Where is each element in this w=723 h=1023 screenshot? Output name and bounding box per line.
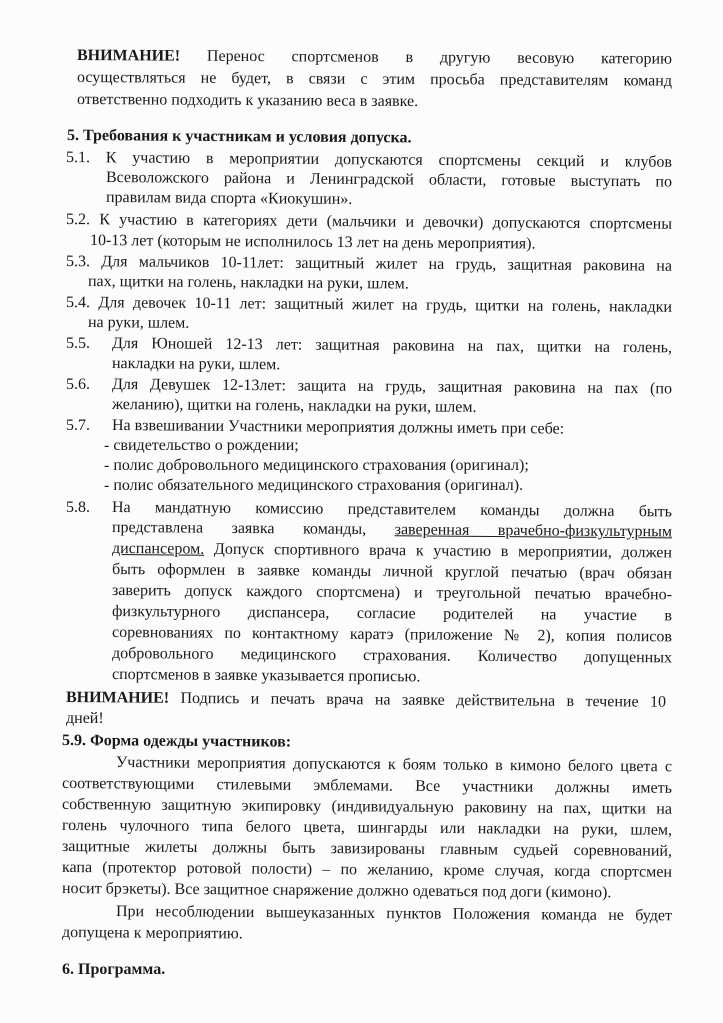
warning-line: дней! xyxy=(66,710,104,727)
paragraph-line: физкультурного диспансера, согласие родителей на участие в xyxy=(111,603,673,625)
paragraph-line: добровольного медицинского страхования. Количество допущенных xyxy=(111,645,673,667)
paragraph-line: 5.2. К участию в категориях дети (мальчики и девочки) допускаются спортсмены xyxy=(65,211,673,233)
warning-line xyxy=(77,46,672,70)
paragraph-line: На взвешивании Участники мероприятия должны иметь при себе: xyxy=(111,417,565,438)
paragraph-line: собственную защитную экипировку (индивидуальную раковину на пах, щитки на xyxy=(61,796,673,818)
bullet-item: - полис добровольного медицинского страхования (оригинал); xyxy=(104,457,529,474)
paragraph-line: накладки на руки, шлем. xyxy=(111,355,281,374)
paragraph-line: голень чулочного типа белого цвета, шингарды или накладки на руки, шлем, xyxy=(61,817,673,839)
warning-label: ВНИМАНИЕ! xyxy=(76,47,181,65)
warning-label: ВНИМАНИЕ! xyxy=(65,689,170,707)
section-heading: 5. Требования к участникам и условия допуска. xyxy=(66,127,412,147)
paragraph-text: представлена заявка команды, xyxy=(111,519,367,538)
warning-line: осуществляться не будет, в связи с этим просьба представителям команд xyxy=(76,69,673,90)
paragraph-line: желанию), щитки на голень, накладки на руки, шлем. xyxy=(111,396,477,416)
paragraph-line: 10-13 лет (которым не исполнилось 13 лет на день мероприятия). xyxy=(89,232,536,253)
paragraph-line: капа (протектор ротовой полости) – по желанию, кроме случая, когда спортсмен xyxy=(61,859,673,881)
paragraph-line: 5.4. Для девочек 10-11 лет: защитный жилет на грудь, щитки на голень, накладки xyxy=(65,294,673,316)
bullet-item: - полис обязательного медицинского страхования (оригинал). xyxy=(104,477,524,494)
warning-line xyxy=(66,688,666,713)
warning-text: Перенос спортсменов в другую весовую категорию xyxy=(206,47,673,68)
item-number: 5.8. xyxy=(66,499,90,516)
paragraph-line: соответствующими стилевыми эмблемами. Все участники должны иметь xyxy=(61,775,673,797)
paragraph-line: Участники мероприятия допускаются к боям только в кимоно белого цвета с xyxy=(115,754,673,776)
paragraph-line: быть оформлен в заявке команды личной круглой печатью (врач обязан xyxy=(111,561,673,583)
underlined-text: диспансером. xyxy=(111,540,205,558)
paragraph-line: пах, щитки на голень, накладки на руки, шлем. xyxy=(87,273,409,293)
paragraph-line: При несоблюдении вышеуказанных пунктов Положения команда не будет xyxy=(115,903,673,925)
paragraph-line: 5.3. Для мальчиков 10-11лет: защитный жилет на грудь, защитная раковина на xyxy=(65,253,673,275)
paragraph-line: спортсменов в заявке указывается прописью. xyxy=(111,666,421,686)
item-number: 5.7. xyxy=(66,417,90,434)
paragraph-text: Допуск спортивного врача к участию в мероприятии, должен xyxy=(213,540,673,562)
paragraph-line: защитные жилеты должны быть завизированы главным судьей соревнований, xyxy=(61,838,673,860)
paragraph-line: правилам вида спорта «Киокушин». xyxy=(105,189,353,208)
section-heading: 6. Программа. xyxy=(62,961,166,978)
paragraph-line: На мандатную комиссию представителем команды должна быть xyxy=(111,499,673,521)
section-heading: 5.9. Форма одежды участников: xyxy=(61,732,292,751)
paragraph-line: на руки, шлем. xyxy=(87,314,190,332)
item-number: 5.6. xyxy=(66,376,90,393)
bullet-item: - свидетельство о рождении; xyxy=(104,437,299,454)
paragraph-line: Для Юношей 12-13 лет: защитная раковина на пах, щитки на голень, xyxy=(111,335,673,357)
paragraph-line: 5.1. К участию в мероприятии допускаются спортсмены секций и клубов xyxy=(65,149,673,171)
paragraph-line: заверить допуск каждого спортсмена) и треугольной печатью врачебно- xyxy=(111,582,673,604)
underlined-text: заверенная врачебно-физкультурным xyxy=(394,521,673,541)
warning-line: ответственно подходить к указанию веса в заявке. xyxy=(76,91,419,111)
paragraph-line: Для Девушек 12-13лет: защита на грудь, защитная раковина на пах (по xyxy=(111,376,673,398)
item-number: 5.5. xyxy=(66,335,90,352)
paragraph-line: допущена к мероприятию. xyxy=(61,924,243,943)
paragraph-line: Всеволожского района и Ленинградской области, готовые выступать по xyxy=(105,169,673,191)
paragraph-line: носит брэкеты). Все защитное снаряжение должно одеваться под доги (кимоно). xyxy=(61,880,612,902)
warning-text: Подпись и печать врача на заявке действительна в течение 10 xyxy=(180,689,667,711)
paragraph-line: соревнованиях по контактному каратэ (приложение № 2), копия полисов xyxy=(111,624,673,646)
